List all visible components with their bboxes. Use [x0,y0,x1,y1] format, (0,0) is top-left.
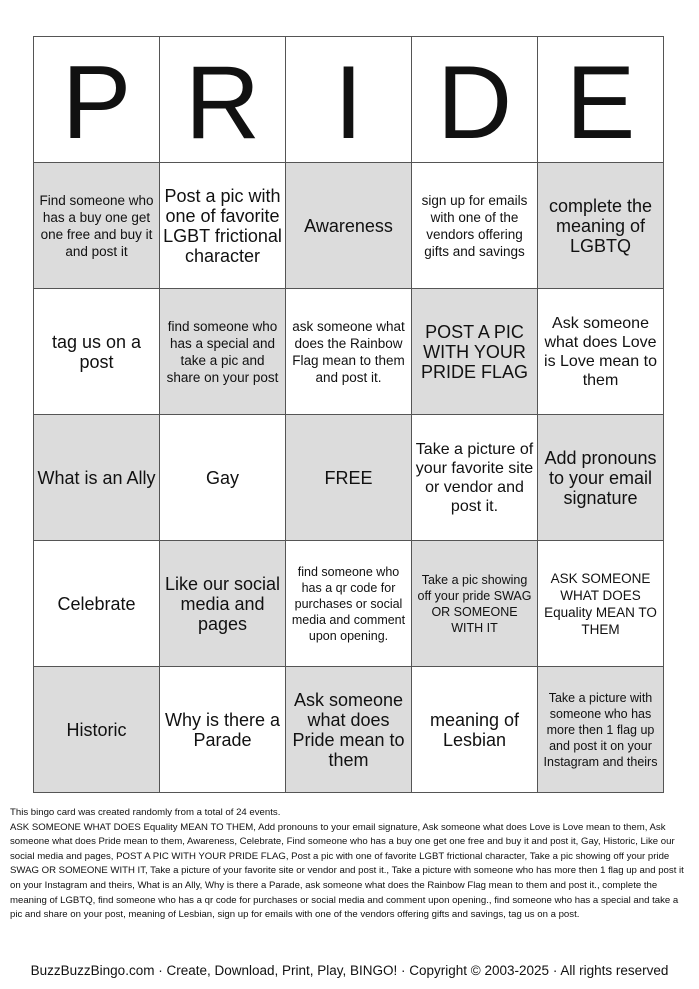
header-letter: R [160,37,286,163]
bingo-cell[interactable]: Awareness [286,163,412,289]
footer: BuzzBuzzBingo.com · Create, Download, Print, Play, BINGO! · Copyright © 2003-2025 · All rights reserved [30,963,669,978]
bingo-cell[interactable]: sign up for emails with one of the vendors offering gifts and savings [412,163,538,289]
bingo-cell[interactable]: Take a picture with someone who has more then 1 flag up and post it on your Instagram and theirs [538,667,664,793]
bingo-cell[interactable]: tag us on a post [34,289,160,415]
bingo-cell[interactable]: ASK SOMEONE WHAT DOES Equality MEAN TO THEM [538,541,664,667]
bingo-cell[interactable]: Post a pic with one of favorite LGBT frictional character [160,163,286,289]
bingo-cell[interactable]: Like our social media and pages [160,541,286,667]
bingo-row [34,541,664,667]
note-intro: This bingo card was created randomly from a total of 24 events. [10,807,281,818]
bingo-cell[interactable]: Why is there a Parade [160,667,286,793]
note-events: ASK SOMEONE WHAT DOES Equality MEAN TO THEM, Add pronouns to your email signature, Ask someone what does Love is Love mean to them, Ask someone what does Pride mean to them, Awareness, Celebrate, Find someone who has a buy one get one free and buy it and post it, Gay, Historic, Like our social media and pages, POST A PIC WITH YOUR PRIDE FLAG, Post a pic with one of favorite LGBT frictional character, Take a pic showing off your pride SWAG OR SOMEONE WITH IT, Take a picture of your favorite site or vendor and post it., Take a picture with someone who has more then 1 flag up and post it on your Instagram and theirs, What is an Ally, Why is there a Parade, ask someone what does the Rainbow Flag mean to them and post it., complete the meaning of LGBTQ, find someone who has a qr code for purchases or social media and comment upon opening., find someone who has a special and take a pic and share on your post, meaning of Lesbian, sign up for emails with one of the vendors offering gifts and savings, tag us on a post. [10,821,684,921]
bingo-cell[interactable]: Celebrate [34,541,160,667]
bingo-row [34,667,664,793]
bingo-cell[interactable]: ask someone what does the Rainbow Flag mean to them and post it. [286,289,412,415]
bingo-cell[interactable]: Ask someone what does Love is Love mean to them [538,289,664,415]
header-row [34,37,664,163]
header-letter: E [538,37,664,163]
bingo-cell[interactable]: Find someone who has a buy one get one free and buy it and post it [34,163,160,289]
bingo-row [34,289,664,415]
bingo-cell[interactable]: find someone who has a special and take a pic and share on your post [160,289,286,415]
card-note [10,806,690,923]
bingo-row [34,415,664,541]
bingo-cell[interactable]: Take a pic showing off your pride SWAG OR SOMEONE WITH IT [412,541,538,667]
bingo-cell[interactable]: Take a picture of your favorite site or vendor and post it. [412,415,538,541]
bingo-cell[interactable]: POST A PIC WITH YOUR PRIDE FLAG [412,289,538,415]
bingo-cell[interactable]: Historic [34,667,160,793]
bingo-cell[interactable]: Add pronouns to your email signature [538,415,664,541]
bingo-cell[interactable]: complete the meaning of LGBTQ [538,163,664,289]
bingo-cell[interactable]: Ask someone what does Pride mean to them [286,667,412,793]
header-letter: P [34,37,160,163]
bingo-cell[interactable]: find someone who has a qr code for purchases or social media and comment upon opening. [286,541,412,667]
bingo-cell[interactable]: Gay [160,415,286,541]
bingo-cell[interactable]: What is an Ally [34,415,160,541]
header-letter: D [412,37,538,163]
free-space[interactable]: FREE [286,415,412,541]
bingo-card [33,36,664,793]
bingo-row [34,163,664,289]
bingo-cell[interactable]: meaning of Lesbian [412,667,538,793]
header-letter: I [286,37,412,163]
